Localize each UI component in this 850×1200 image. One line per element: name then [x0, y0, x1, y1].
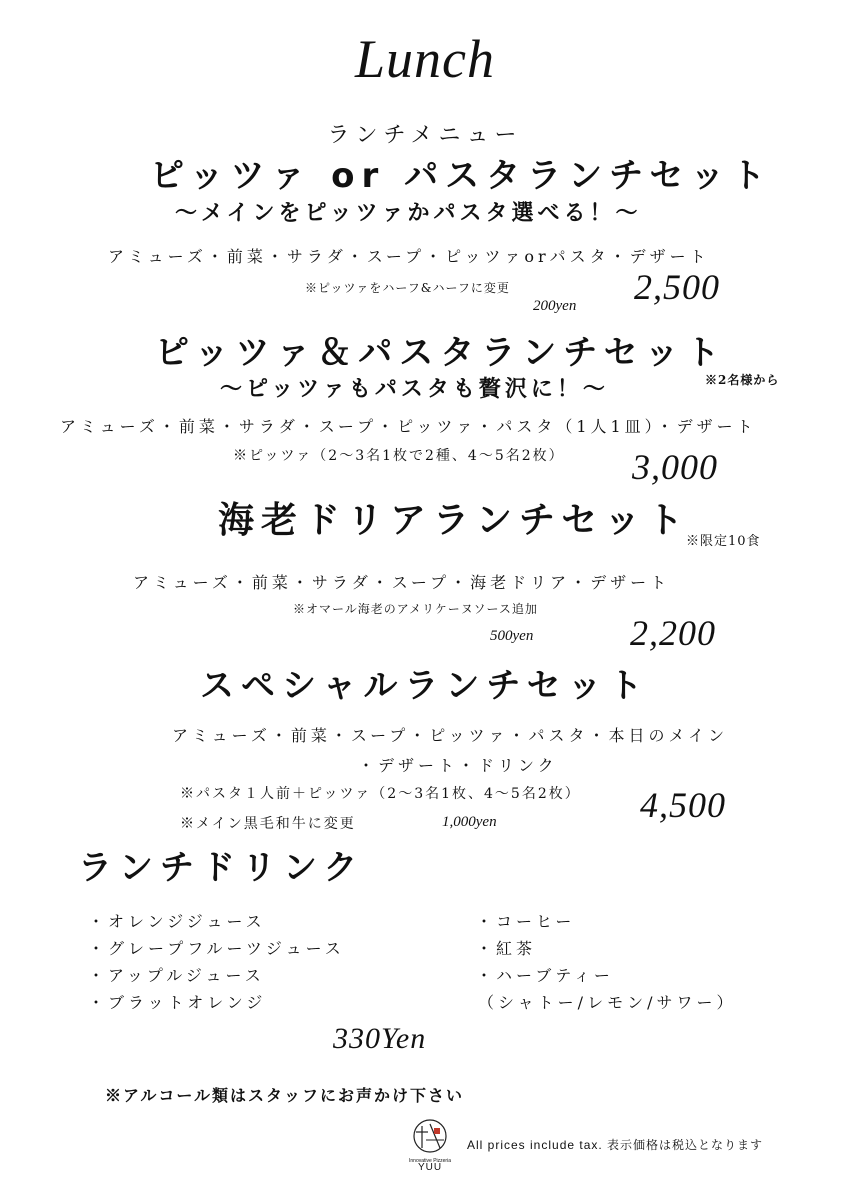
set-price: 4,500	[640, 785, 726, 825]
set-price: 2,500	[634, 267, 720, 307]
drinks-heading: ランチドリンク	[78, 848, 365, 888]
drink-item: ・オレンジジュース	[88, 912, 266, 931]
tax-note: All prices include tax. 表示価格は税込となります	[467, 1138, 764, 1152]
add-price: 500yen	[490, 628, 534, 644]
logo-mark-icon	[410, 1118, 450, 1154]
page-title: Lunch	[355, 29, 495, 89]
set-price: 2,200	[630, 613, 716, 653]
alcohol-note: ※アルコール類はスタッフにお声かけ下さい	[105, 1086, 465, 1105]
set-title-special: スペシャルランチセット	[200, 666, 650, 706]
add-price: 200yen	[533, 298, 577, 314]
drink-item: （シャトー/レモン/サワー）	[478, 993, 737, 1012]
course-list: アミューズ・前菜・スープ・ピッツァ・パスタ・本日のメイン	[172, 726, 729, 745]
drink-item: ・ハーブティー	[476, 966, 614, 985]
drink-item: ・コーヒー	[476, 912, 576, 931]
set-tagline: 〜メインをピッツァかパスタ選べる！〜	[175, 200, 642, 226]
set-price: 3,000	[632, 447, 718, 487]
page-subtitle: ランチメニュー	[327, 123, 523, 148]
set-note: ※ピッツァ（2〜3名1枚で2種、4〜5名2枚）	[233, 448, 565, 464]
set-title-pizza-or-pasta: ピッツァ or パスタランチセット	[150, 156, 773, 196]
course-list: アミューズ・前菜・サラダ・スープ・海老ドリア・デザート	[133, 573, 671, 592]
course-list-cont: ・デザート・ドリンク	[358, 756, 558, 775]
drinks-price: 330Yen	[333, 1022, 427, 1055]
drink-item: ・ブラットオレンジ	[88, 993, 267, 1012]
set-note: ※ピッツァをハーフ&ハーフに変更	[305, 281, 510, 295]
restaurant-logo	[408, 1118, 452, 1178]
logo-subtext: Innovative Pizzeria	[409, 1158, 451, 1164]
course-list: アミューズ・前菜・サラダ・スープ・ピッツァorパスタ・デザート	[108, 247, 710, 266]
drink-item: ・アップルジュース	[88, 966, 265, 985]
drink-item: ・紅茶	[476, 939, 537, 958]
drink-item: ・グレープフルーツジュース	[88, 939, 345, 958]
add-price: 1,000yen	[442, 814, 497, 830]
set-title-shrimp-doria: 海老ドリアランチセット	[218, 500, 691, 541]
set-note: ※オマール海老のアメリケーヌソース追加	[293, 602, 538, 616]
set-note: ※パスタ１人前＋ピッツァ（2〜3名1枚、4〜5名2枚）	[180, 786, 581, 802]
set-side-note: ※2名様から	[705, 373, 780, 387]
set-side-note: ※限定10食	[686, 534, 761, 549]
course-list: アミューズ・前菜・サラダ・スープ・ピッツァ・パスタ（1人1皿）・デザート	[60, 417, 757, 436]
set-title-pizza-and-pasta: ピッツァ＆パスタランチセット	[155, 333, 727, 373]
set-note: ※メイン黒毛和牛に変更	[180, 816, 356, 832]
set-tagline: 〜ピッツァもパスタも贅沢に！〜	[220, 376, 609, 402]
logo-brand-text: YUU	[417, 1162, 443, 1173]
